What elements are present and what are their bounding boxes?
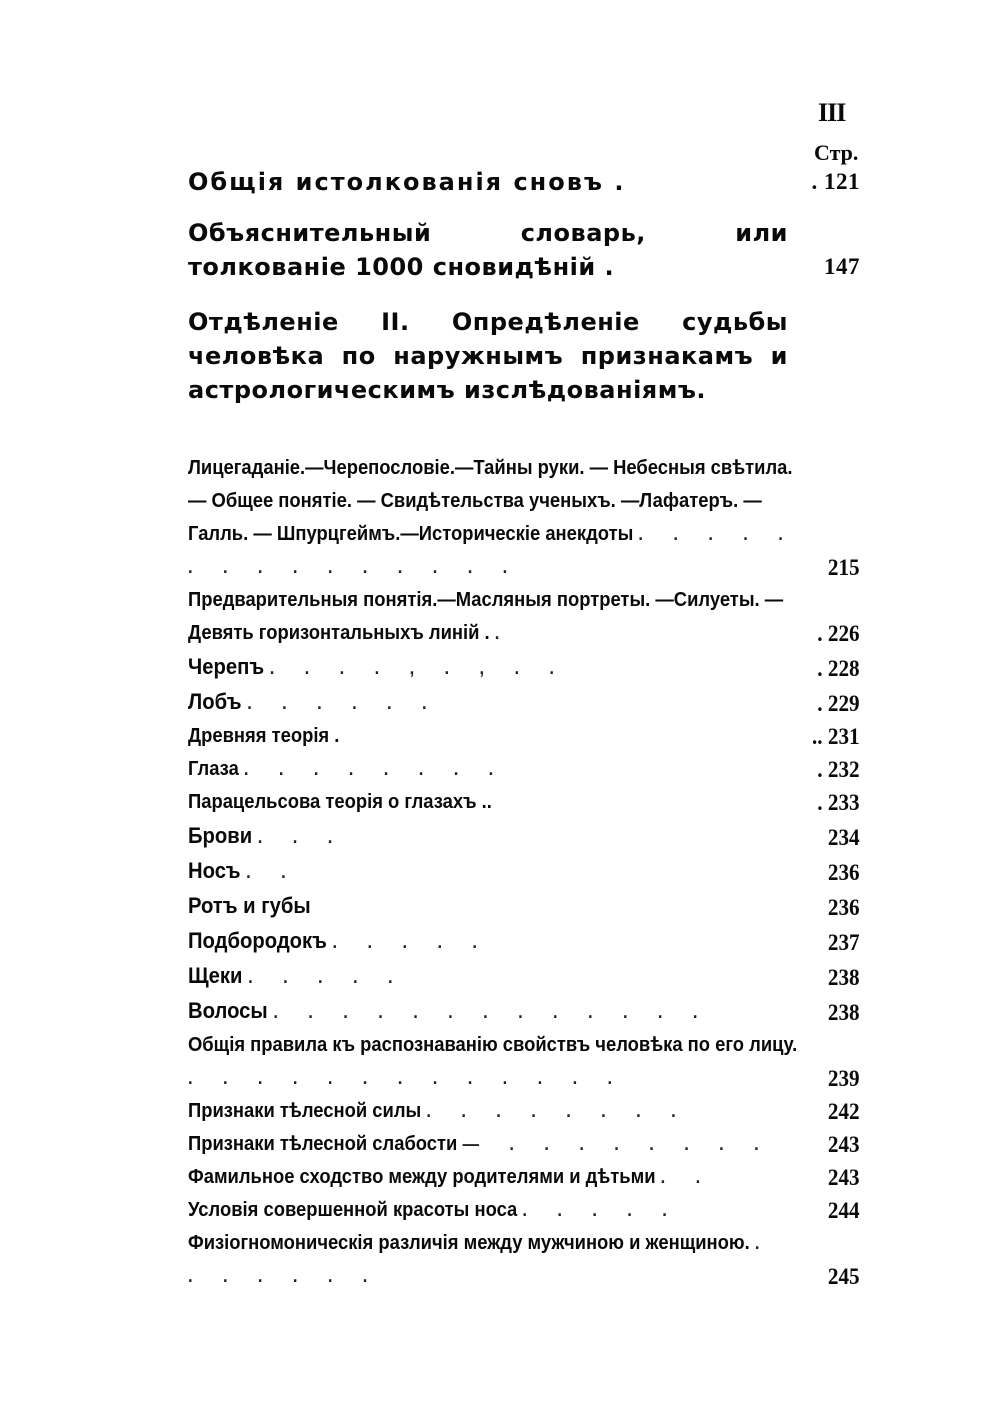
toc-item — [188, 959, 860, 994]
toc-list — [188, 452, 860, 1293]
toc-item — [188, 889, 860, 924]
toc-item — [188, 854, 860, 889]
toc-item-page: 237 — [827, 930, 860, 955]
toc-item-page: 244 — [827, 1198, 860, 1223]
section-heading — [188, 305, 860, 407]
toc-item-page: 242 — [827, 1099, 860, 1124]
page-number: III — [818, 98, 846, 127]
toc-item-title: Подбородокъ . . . . . — [188, 928, 490, 953]
section-entry — [188, 216, 860, 284]
toc-item-page: 236 — [827, 860, 860, 885]
toc-item — [188, 1029, 860, 1095]
toc-item-title: Носъ . . — [188, 858, 299, 883]
toc-item-page: 243 — [827, 1132, 860, 1157]
page-column-label: Стр. — [814, 140, 859, 165]
toc-item — [188, 584, 860, 650]
toc-item-title: Физіогномоническія различія между мужчиною и женщиною. . . . . . . . — [188, 1232, 773, 1286]
toc-item-page: . 228 — [817, 656, 860, 681]
toc-item-title: Фамильное сходство между родителями и дѣтьми . . — [188, 1166, 714, 1188]
toc-item-title: Общія правила къ распознаванію свойствъ человѣка по его лицу. . . . . . . . . . . . . . — [188, 1034, 798, 1088]
toc-item-title: Предварительныя понятія.—Масляныя портреты. —Силуеты. — Девять горизонтальныхъ линій . . — [188, 589, 784, 644]
toc-item-page: 245 — [827, 1264, 860, 1289]
section-page: 147 — [824, 254, 860, 279]
toc-item — [188, 685, 860, 720]
toc-item-title: Брови . . . — [188, 823, 346, 848]
toc-item — [188, 1128, 860, 1161]
toc-item-page: 243 — [827, 1165, 860, 1190]
section-entry — [188, 165, 860, 199]
toc-item-title: Щеки . . . . . — [188, 963, 406, 988]
toc-item — [188, 1227, 860, 1293]
toc-item-title: Лицегаданіе.—Черепословіе.—Тайны руки. — Небесныя свѣтила. — Общее понятіе. — Свидѣтельства ученыхъ. —Лафатеръ. — Галль. — Шпурцгеймъ.—Историческіе анекдоты . . . . . . . . . . . . . . . — [188, 457, 796, 577]
toc-item-title: Черепъ . . . . , . , . . — [188, 654, 567, 679]
toc-item-page: 215 — [827, 555, 860, 580]
toc-item — [188, 452, 860, 584]
toc-item-page: 238 — [827, 1000, 860, 1025]
toc-item — [188, 924, 860, 959]
toc-item-title: Признаки тѣлесной силы . . . . . . . . — [188, 1100, 689, 1122]
toc-item — [188, 650, 860, 685]
toc-item-page: 238 — [827, 965, 860, 990]
toc-item — [188, 819, 860, 854]
toc-item-title: Признаки тѣлесной слабости — . . . . . . . . — [188, 1133, 772, 1155]
toc-item-page: . 229 — [817, 691, 860, 716]
toc-item-title: Парацельсова теорія о глазахъ .. — [188, 791, 492, 813]
toc-item — [188, 753, 860, 786]
toc-item-title: Глаза . . . . . . . . — [188, 758, 507, 780]
toc-item — [188, 1194, 860, 1227]
section-page: . 121 — [811, 169, 860, 194]
toc-item-title: Условія совершенной красоты носа . . . . . — [188, 1199, 680, 1221]
toc-item-page: . 233 — [817, 790, 860, 815]
toc-item-page: 234 — [827, 825, 860, 850]
toc-item — [188, 1095, 860, 1128]
toc-item-title: Ротъ и губы — [188, 893, 311, 918]
toc-item — [188, 786, 860, 819]
toc-item-page: .. 231 — [811, 724, 860, 749]
toc-item-title: Волосы . . . . . . . . . . . . . — [188, 998, 711, 1023]
toc-item-page: 239 — [827, 1066, 860, 1091]
toc-item — [188, 1161, 860, 1194]
section-title: Общія истолкованія сновъ . — [188, 168, 626, 196]
toc-item-page: 236 — [827, 895, 860, 920]
section-title: Отдѣленіе II. Опредѣленіе судьбы человѣка по наружнымъ признакамъ и астрологическимъ изслѣдованіямъ. — [188, 308, 788, 404]
toc-item-title: Лобъ . . . . . . — [188, 689, 440, 714]
toc-item — [188, 720, 860, 753]
toc-item-page: . 226 — [817, 621, 860, 646]
section-title: Объяснительный словарь, или толкованіе 1000 сновидѣній . — [188, 219, 788, 281]
toc-item — [188, 994, 860, 1029]
toc-item-title: Древняя теорія . — [188, 725, 340, 747]
toc-item-page: . 232 — [817, 757, 860, 782]
